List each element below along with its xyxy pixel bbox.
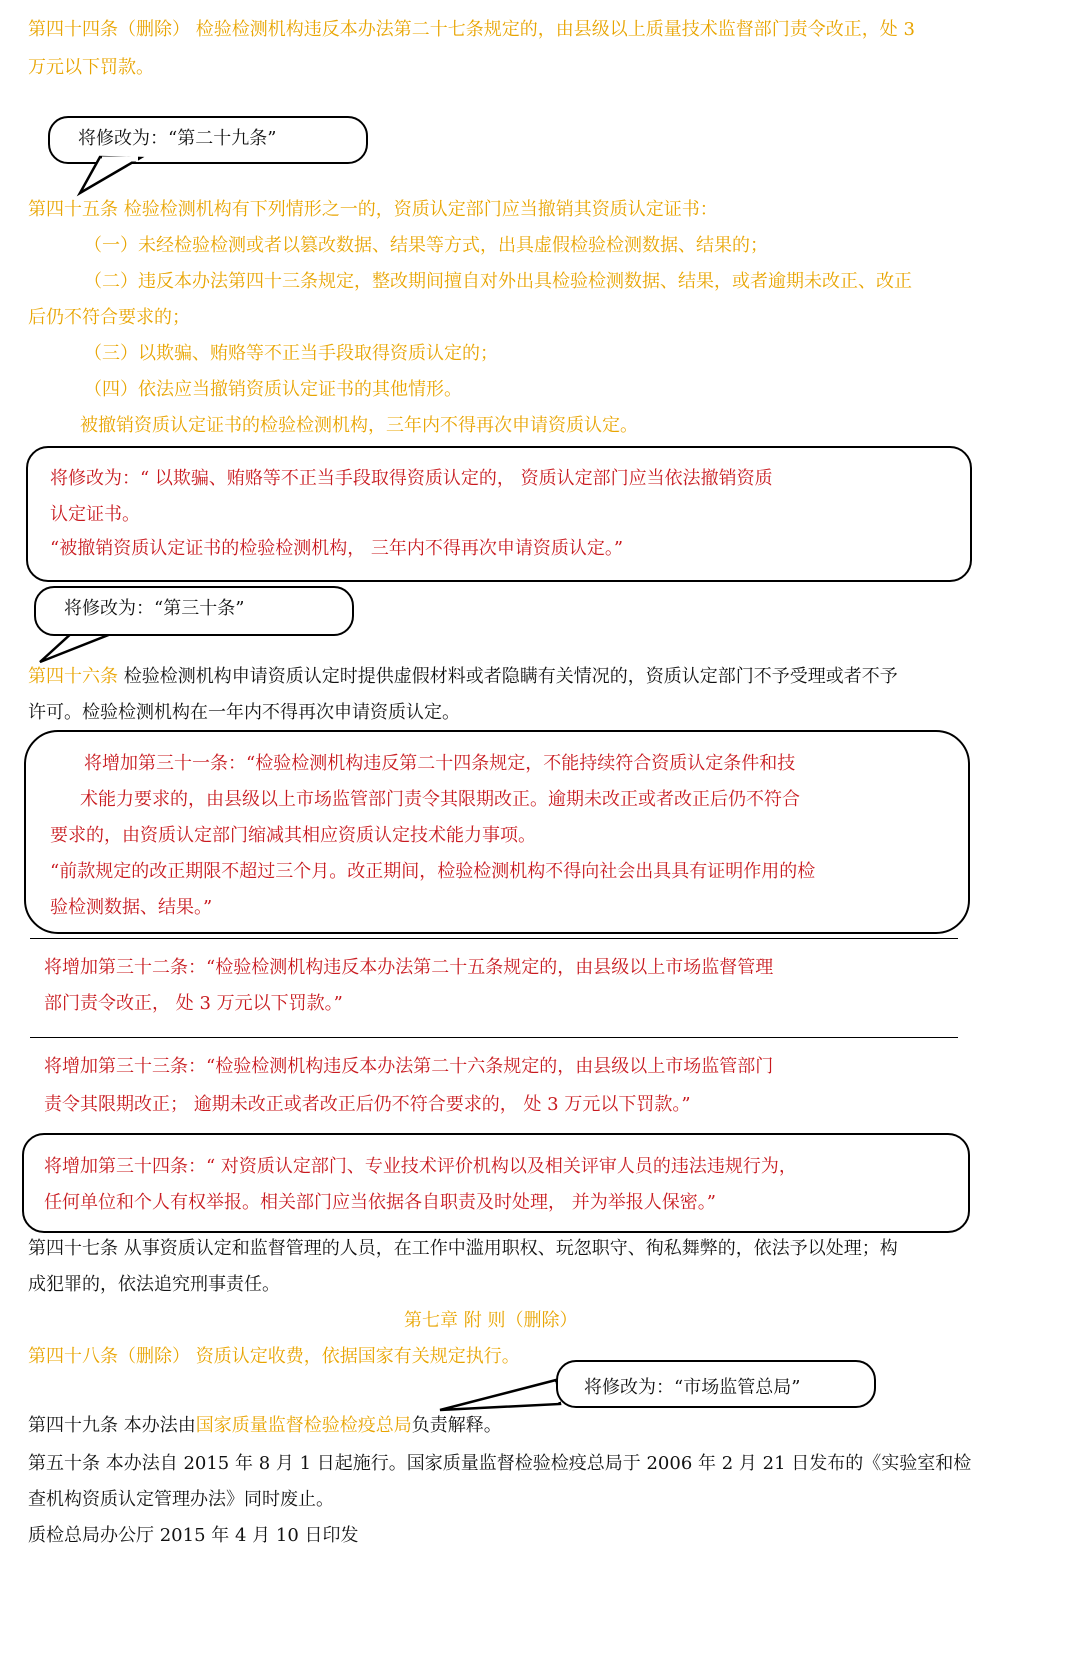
article-45-item3: （三）以欺骗、贿赂等不正当手段取得资质认定的； bbox=[84, 343, 498, 364]
article-47-line1: 第四十七条 从事资质认定和监督管理的人员，在工作中滥用职权、玩忽职守、徇私舞弊的，依法予以处理；构 bbox=[28, 1238, 898, 1259]
add33-line2: 责令其限期改正； 逾期未改正或者改正后仍不符合要求的， 处 3 万元以下罚款。” bbox=[44, 1094, 691, 1115]
article-49 bbox=[28, 1414, 502, 1438]
issue-footer: 质检总局办公厅 2015 年 4 月 10 日印发 bbox=[28, 1525, 359, 1546]
add-box-article-34 bbox=[22, 1133, 970, 1233]
callout-article-30-text: 将修改为：“第三十条” bbox=[64, 598, 245, 619]
article-49-pre: 第四十九条 本办法由 bbox=[28, 1415, 196, 1436]
article-45-tail: 被撤销资质认定证书的检验检测机构，三年内不得再次申请资质认定。 bbox=[80, 415, 638, 436]
chapter-7-heading: 第七章 附 则（删除） bbox=[404, 1310, 578, 1331]
article-46-line2: 许可。检验检测机构在一年内不得再次申请资质认定。 bbox=[28, 702, 460, 723]
article-46-label: 第四十六条 bbox=[28, 666, 118, 687]
article-47-line2: 成犯罪的，依法追究刑事责任。 bbox=[28, 1274, 280, 1295]
article-50-line1: 第五十条 本办法自 2015 年 8 月 1 日起施行。国家质量监督检验检疫总局于 2006 年 2 月 21 日发布的《实验室和检 bbox=[28, 1453, 972, 1474]
modify-box-line1: 将修改为：“ 以欺骗、贿赂等不正当手段取得资质认定的， 资质认定部门应当依法撤销资质 bbox=[50, 468, 773, 489]
article-49-highlight: 国家质量监督检验检疫总局 bbox=[195, 1415, 412, 1436]
add34-line2: 任何单位和个人有权举报。相关部门应当依据各自职责及时处理， 并为举报人保密。” bbox=[44, 1192, 716, 1213]
add31-line3: 要求的，由资质认定部门缩减其相应资质认定技术能力事项。 bbox=[50, 825, 536, 846]
article-50-line2: 查机构资质认定管理办法》同时废止。 bbox=[28, 1489, 334, 1510]
article-48: 第四十八条（删除） 资质认定收费，依据国家有关规定执行。 bbox=[28, 1346, 520, 1367]
article-45-item4: （四）依法应当撤销资质认定证书的其他情形。 bbox=[84, 379, 462, 400]
add31-line1: 将增加第三十一条：“检验检测机构违反第二十四条规定，不能持续符合资质认定条件和技 bbox=[84, 753, 796, 774]
article-45-line1: 第四十五条 检验检测机构有下列情形之一的，资质认定部门应当撤销其资质认定证书： bbox=[28, 199, 718, 220]
article-49-post: 负责解释。 bbox=[411, 1415, 502, 1436]
add31-line5: 验检测数据、结果。” bbox=[50, 897, 213, 918]
modify-box-line2: 认定证书。 bbox=[50, 504, 140, 525]
article-45-item2b: 后仍不符合要求的； bbox=[28, 307, 190, 328]
modify-box-line3: “被撤销资质认定证书的检验检测机构， 三年内不得再次申请资质认定。” bbox=[50, 538, 624, 559]
add32-line1: 将增加第三十二条：“检验检测机构违反本办法第二十五条规定的，由县级以上市场监督管理 bbox=[44, 957, 774, 978]
add31-line4: “前款规定的改正期限不超过三个月。改正期间，检验检测机构不得向社会出具具有证明作用的检 bbox=[50, 861, 816, 882]
callout-bureau-text: 将修改为：“市场监管总局” bbox=[584, 1377, 801, 1398]
add34-line1: 将增加第三十四条：“ 对资质认定部门、专业技术评价机构以及相关评审人员的违法违规行为， bbox=[44, 1156, 797, 1177]
article-45-item1: （一）未经检验检测或者以篡改数据、结果等方式，出具虚假检验检测数据、结果的； bbox=[84, 235, 768, 256]
add32-line2: 部门责令改正， 处 3 万元以下罚款。” bbox=[44, 993, 343, 1014]
add31-line2: 术能力要求的，由县级以上市场监管部门责令其限期改正。逾期未改正或者改正后仍不符合 bbox=[80, 789, 800, 810]
article-46-line1 bbox=[28, 665, 898, 689]
article-46-text: 检验检测机构申请资质认定时提供虚假材料或者隐瞒有关情况的，资质认定部门不予受理或者不予 bbox=[118, 666, 898, 687]
add33-line1: 将增加第三十三条：“检验检测机构违反本办法第二十六条规定的，由县级以上市场监管部门 bbox=[44, 1056, 774, 1077]
article-45-item2a: （二）违反本办法第四十三条规定，整改期间擅自对外出具检验检测数据、结果，或者逾期未改正、改正 bbox=[84, 271, 912, 292]
divider-middle bbox=[30, 1037, 958, 1038]
callout-article-29-text: 将修改为：“第二十九条” bbox=[78, 128, 277, 149]
article-44-line2: 万元以下罚款。 bbox=[28, 57, 154, 78]
article-44-line1: 第四十四条（删除） 检验检测机构违反本办法第二十七条规定的，由县级以上质量技术监督部门责令改正，处 3 bbox=[28, 19, 915, 40]
divider-top bbox=[30, 938, 958, 939]
